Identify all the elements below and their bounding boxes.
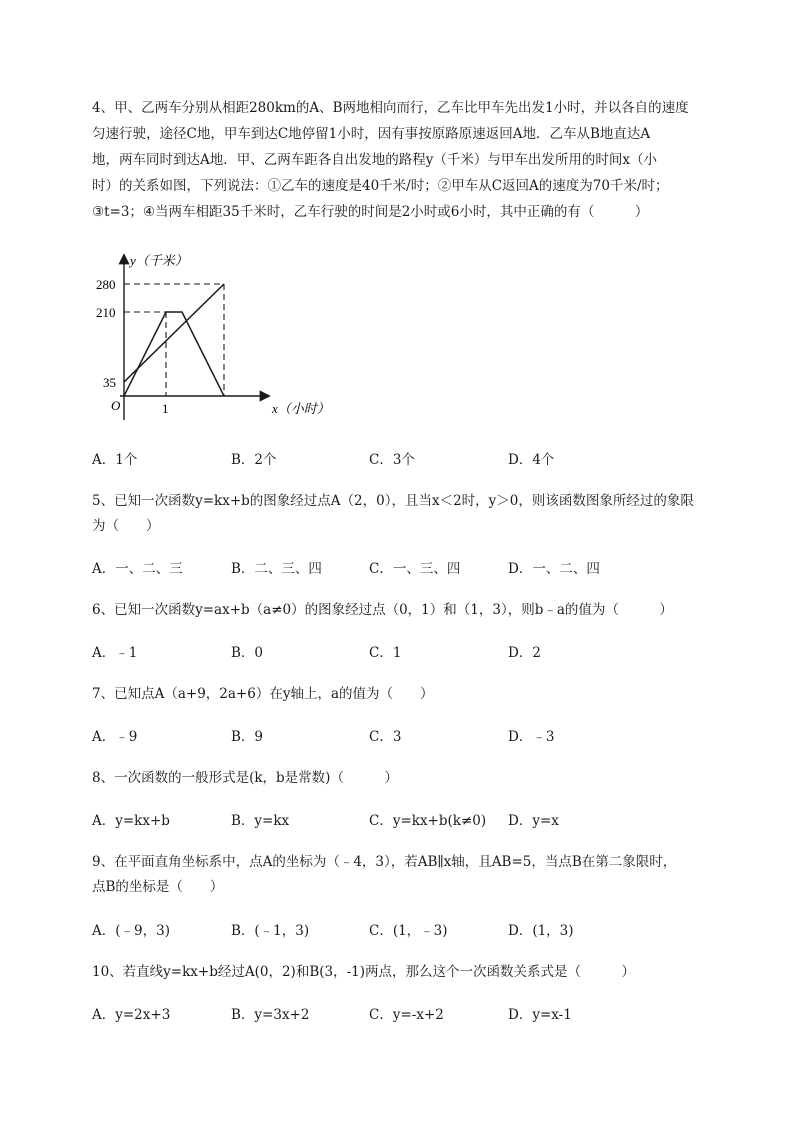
q4-line-5: ③t=3；④当两车相距35千米时，乙车行驶的时间是2小时或6小时，其中正确的有（ ）	[92, 204, 649, 220]
x-axis-label: x（小时）	[272, 401, 330, 416]
q7-option-c[interactable]: C．3	[369, 729, 402, 745]
y-tick-35: 35	[103, 375, 116, 390]
q6-option-b[interactable]: B．0	[231, 645, 264, 661]
q4-line-4: 时）的关系如图，下列说法：①乙车的速度是40千米/时；②甲车从C返回A的速度为70千米/时；	[92, 178, 669, 194]
q8-option-c[interactable]: C．y=kx+b(k≠0)	[369, 813, 487, 829]
q10-line-1: 10、若直线y=kx+b经过A(0，2)和B(3，-1)两点，那么这个一次函数关系式是（ ）	[92, 964, 636, 980]
q4-line-1: 4、甲、乙两车分别从相距280km的A、B两地相向而行，乙车比甲车先出发1小时，并以各自的速度	[92, 100, 689, 116]
q5-option-b[interactable]: B．二、三、四	[231, 561, 322, 577]
x-tick-1: 1	[162, 401, 169, 416]
q4-line-2: 匀速行驶，途径C地，甲车到达C地停留1小时，因有事按原路原速返回A地．乙车从B地直达A	[92, 126, 651, 142]
q6-option-c[interactable]: C．1	[369, 645, 402, 661]
q4-line-3: 地，两车同时到达A地．甲、乙两车距各自出发地的路程y（千米）与甲车出发所用的时间x（小	[92, 152, 657, 168]
q4-distance-time-graph	[90, 248, 390, 438]
q10-option-d[interactable]: D．y=x-1	[508, 1007, 572, 1023]
q5-option-a[interactable]: A．一、二、三	[92, 561, 183, 577]
q10-option-a[interactable]: A．y=2x+3	[92, 1007, 171, 1023]
q8-line-1: 8、一次函数的一般形式是(k，b是常数)（ ）	[92, 770, 398, 786]
q5-option-c[interactable]: C．一、三、四	[369, 561, 461, 577]
q7-option-b[interactable]: B．9	[231, 729, 264, 745]
q9-option-d[interactable]: D．(1，3)	[508, 923, 574, 939]
q4-option-c[interactable]: C．3个	[369, 452, 415, 468]
q4-option-a[interactable]: A．1个	[92, 452, 138, 468]
q8-option-d[interactable]: D．y=x	[508, 813, 559, 829]
q9-option-b[interactable]: B．(﹣1，3)	[231, 923, 310, 939]
q8-option-b[interactable]: B．y=kx	[231, 813, 290, 829]
q5-line-1: 5、已知一次函数y=kx+b的图象经过点A（2，0），且当x＜2时，y＞0，则该函数图象所经过的象限	[92, 493, 694, 509]
y-tick-210: 210	[96, 305, 116, 320]
q5-line-2: 为（ ）	[92, 518, 160, 534]
y-tick-280: 280	[96, 277, 116, 292]
q10-option-c[interactable]: C．y=-x+2	[369, 1007, 444, 1023]
q7-option-d[interactable]: D．﹣3	[508, 729, 555, 745]
q5-option-d[interactable]: D．一、二、四	[508, 561, 600, 577]
q6-option-a[interactable]: A．﹣1	[92, 645, 138, 661]
origin-label: O	[111, 398, 121, 413]
q10-option-b[interactable]: B．y=3x+2	[231, 1007, 310, 1023]
q9-line-1: 9、在平面直角坐标系中，点A的坐标为（﹣4，3），若AB∥x轴，且AB=5，当点B在第二象限时，	[92, 854, 677, 870]
q6-line-1: 6、已知一次函数y=ax+b（a≠0）的图象经过点（0，1）和（1，3），则b﹣a的值为（ ）	[92, 602, 673, 618]
q4-option-b[interactable]: B．2个	[231, 452, 277, 468]
y-axis-label: y（千米）	[130, 253, 188, 268]
q9-option-a[interactable]: A．(﹣9，3)	[92, 923, 170, 939]
q9-option-c[interactable]: C．(1，﹣3)	[369, 923, 448, 939]
q8-option-a[interactable]: A．y=kx+b	[92, 813, 170, 829]
q7-option-a[interactable]: A．﹣9	[92, 729, 138, 745]
q9-line-2: 点B的坐标是（ ）	[92, 879, 224, 895]
car-jia-path	[124, 312, 224, 396]
q4-option-d[interactable]: D．4个	[508, 452, 555, 468]
q6-option-d[interactable]: D．2	[508, 645, 541, 661]
q7-line-1: 7、已知点A（a+9，2a+6）在y轴上，a的值为（ ）	[92, 686, 434, 702]
